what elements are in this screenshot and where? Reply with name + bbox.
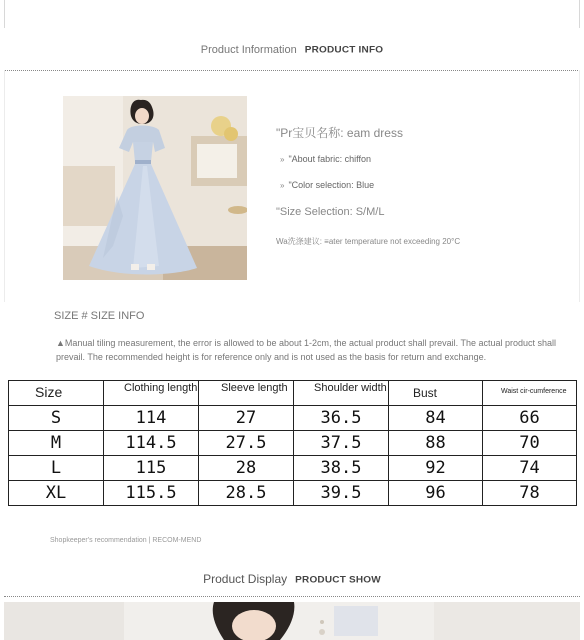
color-row [280,180,374,190]
table-cell: 27 [199,406,294,431]
table-cell: 39.5 [294,481,389,506]
table-cell: L [9,456,104,481]
table-cell: 115 [104,456,199,481]
table-cell: 38.5 [294,456,389,481]
color-text: "Color selection: Blue [288,180,375,190]
table-cell: 78 [483,481,577,506]
column-header: Waist cir-cumference [483,381,577,406]
table-row [9,481,577,506]
product-display-title: Product Display [203,572,288,586]
product-display-photo [4,602,580,640]
column-header: Bust [389,381,483,406]
product-info-header [0,44,584,56]
product-info-title: Product Information [200,44,297,56]
table-row [9,456,577,481]
table-row [9,431,577,456]
frame-line [579,70,580,302]
divider [4,596,580,597]
column-header: Sleeve length [199,381,294,406]
table-cell: 84 [389,406,483,431]
table-cell: 28.5 [199,481,294,506]
size-info-title: SIZE # SIZE INFO [54,310,145,322]
frame-line [4,0,5,28]
product-display-header [0,572,584,586]
table-row [9,406,577,431]
product-name: "Pr宝贝名称: eam dress [276,126,403,140]
table-cell: XL [9,481,104,506]
product-info-subtitle: PRODUCT INFO [304,45,384,56]
table-cell: 28 [199,456,294,481]
size-selection: "Size Selection: S/M/L [276,206,385,218]
table-cell: S [9,406,104,431]
size-table [8,380,577,506]
table-cell: 96 [389,481,483,506]
table-header-row [9,381,577,406]
frame-line [4,70,5,302]
size-info-note: ▲Manual tiling measurement, the error is allowed to be about 1-2cm, the actual product shall prevail. The actual product shall prevail. The recommended height is for reference only and is not used as the basis for return and exchange. [56,338,557,362]
frame-line [579,0,580,28]
table-cell: 36.5 [294,406,389,431]
divider [4,70,580,71]
column-header: Clothing length [104,381,199,406]
product-photo [63,96,247,280]
table-cell: 115.5 [104,481,199,506]
table-cell: 37.5 [294,431,389,456]
bullet-icon: » [280,155,285,164]
table-cell: 92 [389,456,483,481]
fabric-text: "About fabric: chiffon [288,154,372,164]
table-cell: 74 [483,456,577,481]
bullet-icon: » [280,181,285,190]
column-header: Shoulder width [294,381,389,406]
table-cell: 27.5 [199,431,294,456]
table-cell: 70 [483,431,577,456]
table-cell: 114.5 [104,431,199,456]
shopkeeper-recommendation: Shopkeeper's recommendation | RECOM-MEND [50,537,202,544]
fabric-row [280,154,371,164]
product-display-subtitle: PRODUCT SHOW [295,575,381,586]
table-cell: 114 [104,406,199,431]
table-cell: 66 [483,406,577,431]
table-cell: M [9,431,104,456]
column-header: Size [9,381,104,406]
table-cell: 88 [389,431,483,456]
wash-advice: Wa洗涤建议: ≡ater temperature not exceeding 20°C [276,237,461,246]
